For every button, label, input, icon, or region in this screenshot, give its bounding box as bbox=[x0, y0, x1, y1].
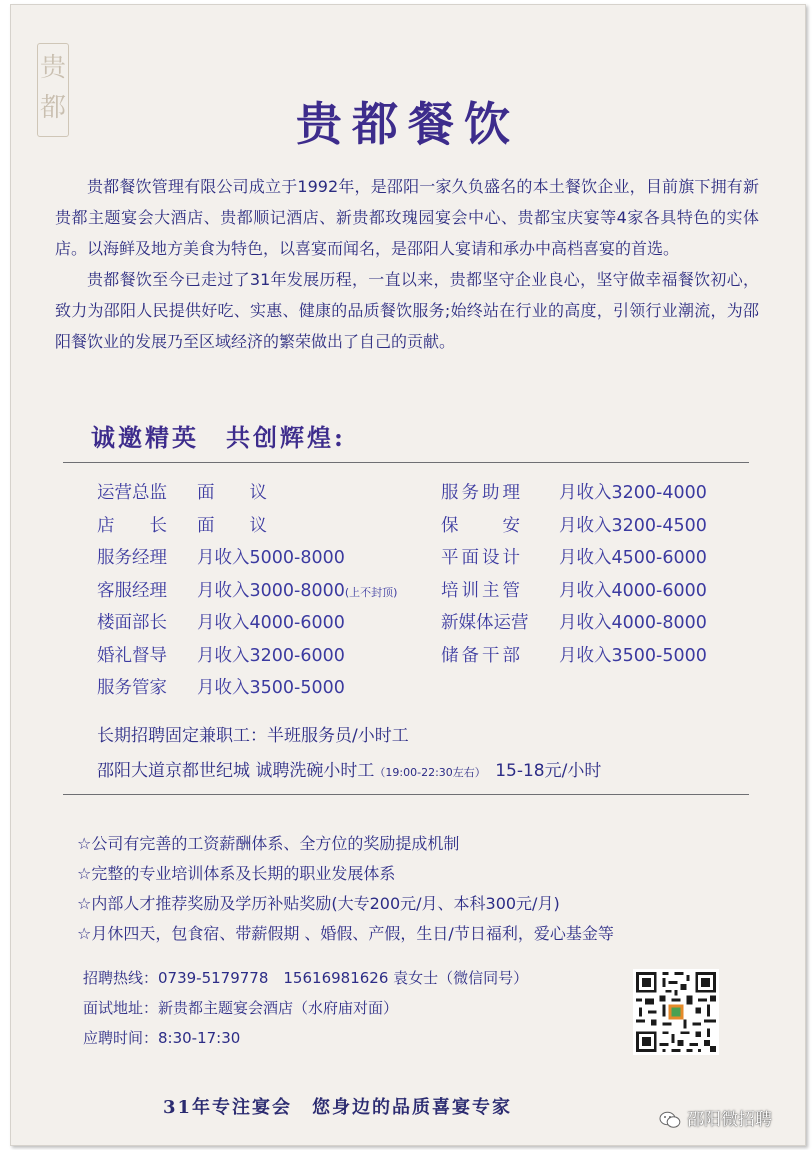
benefit-item: ☆完整的专业培训体系及长期的职业发展体系 bbox=[77, 864, 396, 883]
logo-char: 贵 bbox=[39, 53, 66, 83]
job-salary: 面 议 bbox=[197, 483, 267, 503]
job-salary-note: (上不封顶) bbox=[344, 585, 398, 599]
dishwasher-note bbox=[97, 756, 601, 781]
divider bbox=[63, 462, 749, 463]
job-title: 服务经理 bbox=[97, 548, 167, 568]
job-salary: 月收入3200-4500 bbox=[559, 515, 707, 536]
job-title: 楼面部长 bbox=[97, 613, 167, 633]
company-intro bbox=[55, 171, 759, 357]
interview-hours: 应聘时间：8:30-17:30 bbox=[83, 1029, 241, 1047]
job-title: 服务管家 bbox=[97, 678, 167, 698]
job-title: 婚礼督导 bbox=[97, 645, 167, 666]
contact-info bbox=[83, 963, 528, 1053]
benefit-item: ☆公司有完善的工资薪酬体系、全方位的奖励提成机制 bbox=[77, 834, 460, 853]
logo-char: 都 bbox=[39, 93, 66, 123]
intro-paragraph: 贵都餐饮至今已走过了31年发展历程，一直以来，贵都坚守企业良心，坚守做幸福餐饮初心，致力为邵阳人民提供好吃、实惠、健康的品质餐饮服务;始终站在行业的高度，引领行业潮流，为邵阳餐饮业的发展乃至区域经济的繁荣做出了自己的贡献。 bbox=[55, 270, 759, 351]
job-salary: 面 议 bbox=[197, 515, 267, 536]
job-salary: 月收入3500-5000 bbox=[559, 645, 707, 666]
parttime-note: 长期招聘固定兼职工：半班服务员/小时工 bbox=[97, 726, 409, 746]
job-title: 保 安 bbox=[441, 515, 523, 536]
job-salary: 月收入5000-8000 bbox=[197, 548, 345, 568]
job-salary: 月收入3200-6000 bbox=[197, 645, 345, 666]
job-title: 店 长 bbox=[97, 515, 167, 536]
job-salary: 月收入3000-8000 bbox=[197, 580, 345, 601]
job-salary: 月收入4500-6000 bbox=[559, 548, 707, 568]
interview-address: 面试地址：新贵都主题宴会酒店（水府庙对面） bbox=[83, 999, 399, 1017]
divider bbox=[63, 794, 749, 795]
dishwasher-pay: 15-18元/小时 bbox=[495, 761, 602, 781]
job-title: 运营总监 bbox=[97, 483, 167, 503]
hotline: 招聘热线：0739-5179778 15616981626 袁女士（微信同号） bbox=[83, 969, 529, 987]
job-title: 平面设计 bbox=[441, 548, 523, 568]
invite-heading: 诚邀精英 共创辉煌: bbox=[91, 423, 346, 452]
intro-paragraph: 贵都餐饮管理有限公司成立于1992年，是邵阳一家久负盛名的本土餐饮企业，目前旗下拥有新贵都主题宴会大酒店、贵都顺记酒店、新贵都玫瑰园宴会中心、贵都宝庆宴等4家各具特色的实体店。以海鲜及地方美食为特色，以喜宴而闻名，是邵阳人宴请和承办中高档喜宴的首选。 bbox=[55, 177, 759, 258]
dishwasher-text: 邵阳大道京都世纪城 诚聘洗碗小时工 bbox=[97, 761, 375, 781]
dishwasher-hours: （19:00-22:30左右） bbox=[374, 766, 486, 779]
job-salary: 月收入4000-6000 bbox=[197, 613, 345, 633]
benefit-item: ☆内部人才推荐奖励及学历补贴奖励(大专200元/月、本科300元/月) bbox=[77, 894, 560, 913]
watermark-text: 邵阳微招聘 bbox=[687, 1110, 772, 1130]
footer-slogan: 31年专注宴会 您身边的品质喜宴专家 bbox=[163, 1097, 513, 1118]
poster-title: 贵都餐饮 bbox=[296, 97, 520, 151]
job-salary: 月收入3500-5000 bbox=[197, 678, 345, 698]
job-title: 客服经理 bbox=[97, 580, 167, 601]
wechat-icon bbox=[659, 1111, 681, 1129]
job-title: 新媒体运营 bbox=[441, 613, 529, 633]
qr-code-icon[interactable] bbox=[633, 969, 719, 1055]
job-title: 储备干部 bbox=[441, 645, 523, 666]
job-title: 服务助理 bbox=[441, 483, 523, 503]
job-salary: 月收入4000-8000 bbox=[559, 613, 707, 633]
watermark bbox=[659, 1105, 772, 1130]
job-title: 培训主管 bbox=[441, 580, 523, 601]
benefits-list bbox=[77, 829, 614, 949]
job-salary: 月收入4000-6000 bbox=[559, 580, 707, 601]
benefit-item: ☆月休四天，包食宿、带薪假期 、婚假、产假，生日/节日福利，爱心基金等 bbox=[77, 924, 614, 943]
recruitment-poster bbox=[10, 4, 806, 1146]
job-salary: 月收入3200-4000 bbox=[559, 483, 707, 503]
